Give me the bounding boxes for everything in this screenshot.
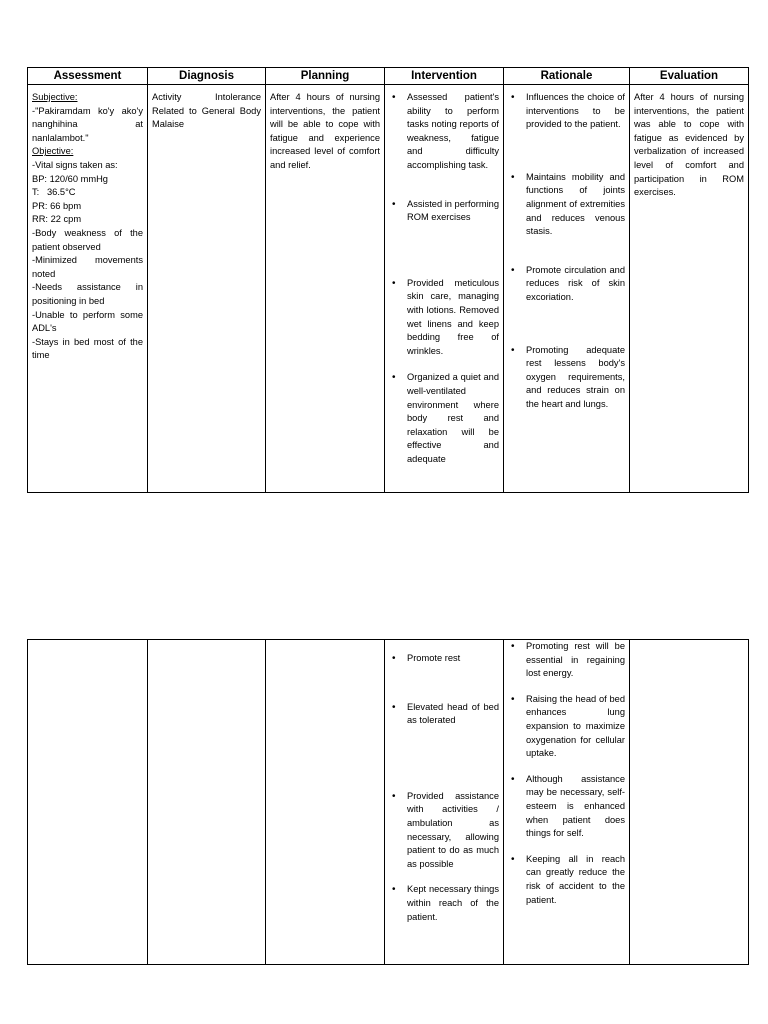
header-rationale: Rationale [504, 68, 630, 85]
evaluation-cell [630, 85, 749, 493]
intervention-cell [385, 85, 504, 493]
rationale-cell [504, 640, 630, 965]
intervention-item: • Assessed patient's ability to perform tasks noting reports of weakness, fatigue and difficulty accomplishing task. [389, 91, 499, 173]
objective-line: PR: 66 bpm [32, 200, 82, 211]
subjective-label: Subjective: [32, 92, 78, 102]
evaluation-cell-empty [630, 640, 749, 965]
planning-cell [266, 85, 385, 493]
intervention-item: • Assisted in performing ROM exercises [389, 198, 499, 225]
objective-line: -Stays in bed most of the time [32, 336, 143, 361]
rationale-list [508, 91, 625, 412]
rationale-item: • Promote circulation and reduces risk of skin excoriation. [508, 264, 625, 305]
care-plan-table-page1 [27, 67, 749, 493]
intervention-list [389, 652, 499, 924]
rationale-cell [504, 85, 630, 493]
header-diagnosis: Diagnosis [148, 68, 266, 85]
rationale-item: • Keeping all in reach can greatly reduce the risk of accident to the patient. [508, 853, 625, 907]
intervention-item: • Organized a quiet and well-ventilated environment where body rest and relaxation will be effective and adequate [389, 371, 499, 466]
header-row [28, 68, 749, 85]
rationale-item: • Raising the head of bed enhances lung expansion to maximize oxygenation for cellular uptake. [508, 693, 625, 761]
intervention-item: • Promote rest [389, 652, 499, 666]
diagnosis-cell [148, 85, 266, 493]
header-assessment: Assessment [28, 68, 148, 85]
intervention-item: • Elevated head of bed as tolerated [389, 701, 499, 728]
objective-line: -Minimized movements noted [32, 255, 143, 279]
rationale-item: • Although assistance may be necessary, self-esteem is enhanced when patient does things for self. [508, 773, 625, 841]
intervention-cell [385, 640, 504, 965]
objective-line: RR: 22 cpm [32, 214, 82, 225]
diagnosis-text: Activity Intolerance Related to General Body Malaise [152, 92, 261, 130]
objective-line: T: 36.5°C [32, 187, 76, 198]
planning-cell-empty [266, 640, 385, 965]
rationale-item: • Maintains mobility and functions of joints alignment of extremities and reduces venous stasis. [508, 171, 625, 239]
intervention-item: • Provided assistance with activities / ambulation as necessary, allowing patient to do as much as possible [389, 790, 499, 872]
rationale-item: • Influences the choice of interventions to be provided to the patient. [508, 91, 625, 132]
objective-label: Objective: [32, 146, 74, 157]
care-plan-table-page2 [27, 639, 749, 965]
objective-line: -Body weakness of the patient observed [32, 227, 143, 252]
assessment-cell [28, 85, 148, 493]
rationale-list [508, 640, 625, 907]
intervention-item: • Kept necessary things within reach of the patient. [389, 883, 499, 924]
evaluation-text: After 4 hours of nursing interventions, the patient was able to cope with fatigue as evidenced by verbalization of increased level of comfort and participation in ROM exercises. [634, 92, 744, 198]
header-planning: Planning [266, 68, 385, 85]
intervention-item: • Provided meticulous skin care, managing with lotions. Removed wet linens and keep bedding free of wrinkles. [389, 277, 499, 359]
intervention-list [389, 91, 499, 466]
diagnosis-cell-empty [148, 640, 266, 965]
subjective-text: -"Pakiramdam ko'y ako'y nanghihina at nanlalambot." [32, 105, 143, 143]
header-intervention: Intervention [385, 68, 504, 85]
planning-text: After 4 hours of nursing interventions, the patient will be able to cope with fatigue and experience increased level of comfort and relief. [270, 92, 380, 170]
objective-line: -Needs assistance in positioning in bed [32, 282, 143, 306]
objective-line: -Vital signs taken as: [32, 159, 118, 170]
assessment-cell-empty [28, 640, 148, 965]
objective-line: BP: 120/60 mmHg [32, 173, 108, 184]
content-row [28, 85, 749, 493]
rationale-item: • Promoting rest will be essential in regaining lost energy. [508, 640, 625, 681]
rationale-item: • Promoting adequate rest lessens body's oxygen requirements, and reduces strain on the heart and lungs. [508, 344, 625, 412]
content-row [28, 640, 749, 965]
objective-line: -Unable to perform some ADL's [32, 309, 143, 334]
header-evaluation: Evaluation [630, 68, 749, 85]
